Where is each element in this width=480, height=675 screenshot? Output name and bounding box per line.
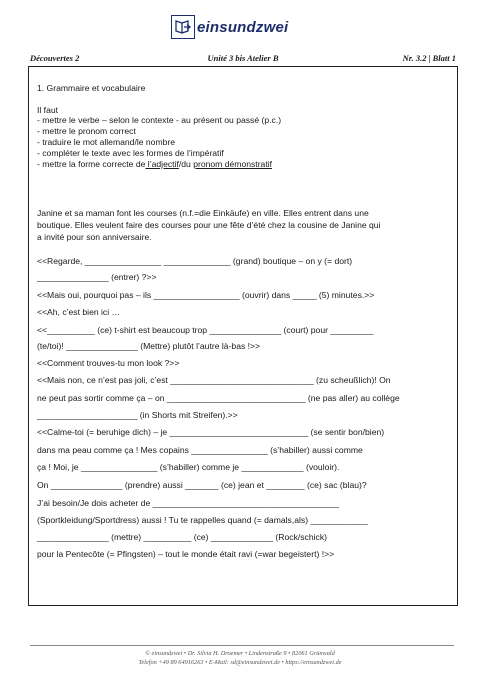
exercise-line: <<Calme-toi (= beruhige dich) – je _____________________________ (se sentir bon/bien) [37, 427, 385, 437]
exercise-line: _____________________ (in Shorts mit Streifen).>> [37, 410, 238, 420]
book-arrow-icon [171, 15, 195, 39]
paragraph-line: boutique. Elles veulent faire des courses pour une fête d’été chez la cousine de Janine qui [37, 220, 381, 230]
exercise-line: dans ma peau comme ça ! Mes copains ________________ (s’habiller) aussi comme [37, 445, 363, 455]
header-book: Découvertes 2 [30, 53, 80, 63]
exercise-line: (Sportkleidung/Sportdress) aussi ! Tu te rappelles quand (= damals,als) ____________ [37, 515, 368, 525]
exercise-line: (te/toi)! _______________ (Mettre) plutôt l’autre là-bas !>> [37, 341, 261, 351]
footer-address: © einsundzwei • Dr. Silvia H. Droemer • Lindenstraße 9 • 82061 Grünwald [145, 650, 335, 657]
exercise-line: <<Comment trouves-tu mon look ?>> [37, 358, 180, 368]
exercise-line: <<Mais oui, pourquoi pas – ils __________________ (ouvrir) dans _____ (5) minutes.>> [37, 290, 375, 300]
instruction-item: - mettre le verbe – selon le contexte - au présent ou passé (p.c.) [37, 115, 282, 125]
instructions-intro: Il faut [37, 105, 59, 115]
logo-text: einsundzwei [197, 18, 289, 36]
instruction-item: - mettre le pronom correct [37, 126, 136, 136]
exercise-line: <<__________ (ce) t-shirt est beaucoup trop _______________ (court) pour _________ [37, 325, 374, 335]
exercise-line: ça ! Moi, je ________________ (s’habiller) comme je _____________ (vouloir). [37, 462, 340, 472]
worksheet-frame [28, 66, 458, 606]
instruction-item: - traduire le mot allemand/le nombre [37, 137, 176, 147]
instruction-mid: /du [178, 159, 194, 169]
instruction-prefix: - mettre la forme correcte de [37, 159, 146, 169]
exercise-line: pour la Pentecôte (= Pfingsten) – tout le monde était ravi (=war begeistert) !>> [37, 549, 335, 559]
paragraph-line: Janine et sa maman font les courses (n.f.=die Einkäufe) en ville. Elles entrent dans une [37, 208, 369, 218]
exercise-line: _______________ (entrer) ?>> [37, 272, 157, 282]
instruction-item: - compléter le texte avec les formes de l’impératif [37, 148, 224, 158]
logo [171, 14, 288, 40]
instruction-item-last [37, 159, 272, 169]
section-title: 1. Grammaire et vocabulaire [37, 83, 146, 93]
worksheet-header [30, 53, 456, 65]
exercise-line: _______________ (mettre) __________ (ce) _____________ (Rock/schick) [37, 532, 328, 542]
adjective-term: l’adjectif [145, 159, 179, 169]
footer-contact: Telefon +49 89 64916263 • E-Mail: sd@einsundzwei.de • https://einsundzwei.de [138, 659, 342, 666]
exercise-line: J’ai besoin/Je dois acheter de _______________________________________ [37, 498, 340, 508]
exercise-line: <<Mais non, ce n’est pas joli, c’est ______________________________ (zu scheußlich)! On [37, 375, 391, 385]
exercise-line: On _______________ (prendre) aussi _______ (ce) jean et ________ (ce) sac (blau)? [37, 480, 367, 490]
exercise-line: <<Ah, c’est bien ici … [37, 307, 121, 317]
header-unit: Unité 3 bis Atelier B [207, 53, 279, 63]
header-sheet-number: Nr. 3.2 | Blatt 1 [402, 53, 456, 63]
exercise-line: <<Regarde, ________________ ______________ (grand) boutique – on y (= dort) [37, 256, 353, 266]
paragraph-line: a invité pour son anniversaire. [37, 232, 152, 242]
footer-divider [30, 645, 454, 646]
exercise-line: ne peut pas sortir comme ça – on _____________________________ (ne pas aller) au collège [37, 393, 400, 403]
demonstrative-term: pronom démonstratif [193, 159, 273, 169]
